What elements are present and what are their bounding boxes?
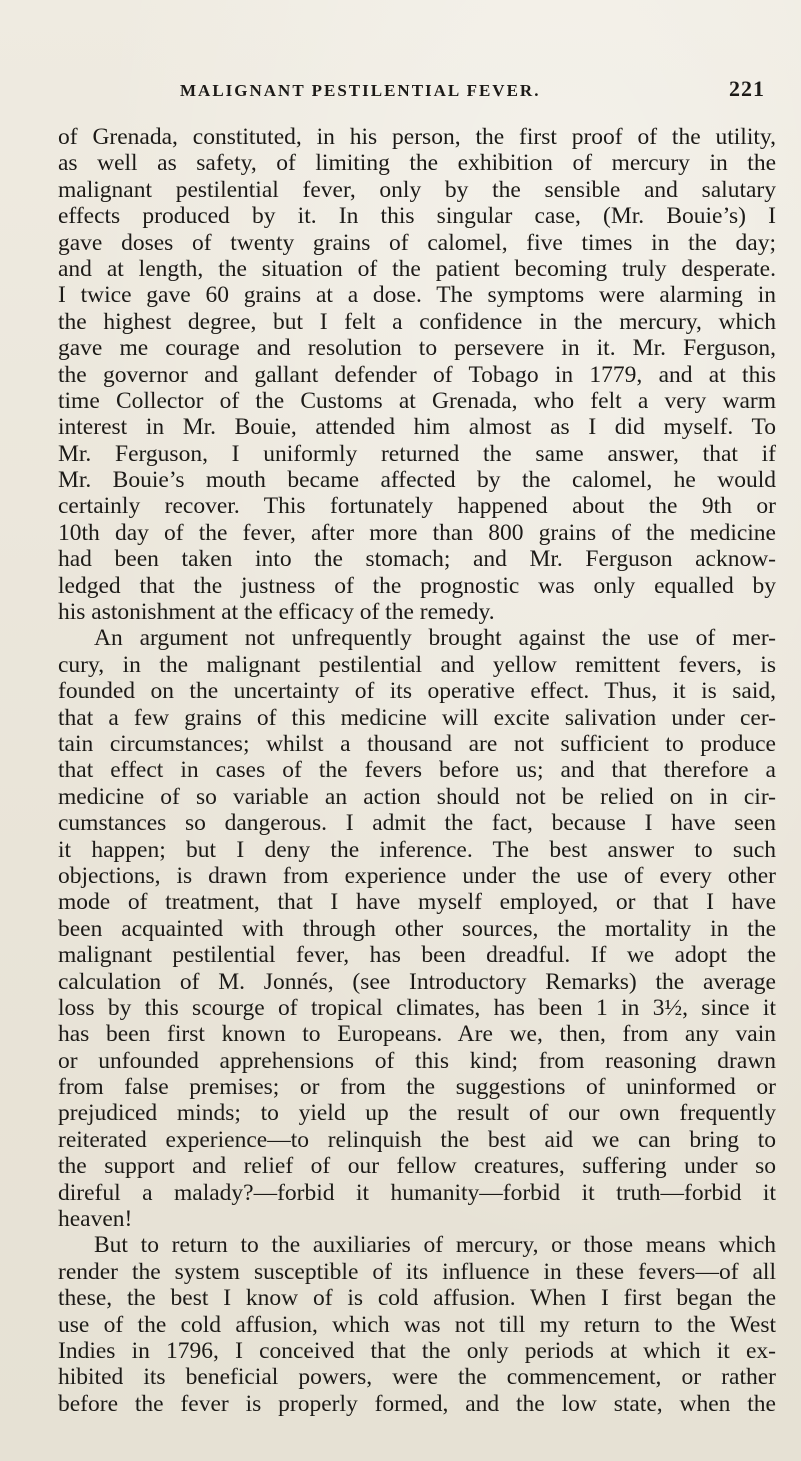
text-line: that a few grains of this medicine will excite salivation under cer- (58, 704, 776, 731)
text-line: his astonishment at the efficacy of the remedy. (58, 599, 495, 626)
text-line: the highest degree, but I felt a confidence in the mercury, which (58, 308, 776, 335)
text-line: effects produced by it. In this singular case, (Mr. Bouie’s) I (58, 203, 776, 230)
text-line: had been taken into the stomach; and Mr. Ferguson acknow- (58, 546, 776, 573)
text-line: malignant pestilential fever, only by the sensible and salutary (58, 176, 776, 203)
text-line: render the system susceptible of its influence in these fevers—of all (58, 1258, 776, 1285)
text-line: objections, is drawn from experience under the use of every other (58, 862, 776, 889)
text-line: the support and relief of our fellow creatures, suffering under so (58, 1153, 776, 1180)
text-line: has been first known to Europeans. Are we, then, from any vain (58, 1021, 776, 1048)
running-head (180, 76, 765, 106)
text-line: prejudiced minds; to yield up the result of our own frequently (58, 1100, 776, 1127)
text-line: ledged that the justness of the prognostic was only equalled by (58, 572, 776, 599)
text-line: interest in Mr. Bouie, attended him almost as I did myself. To (58, 414, 776, 441)
text-line: Mr. Ferguson, I uniformly returned the same answer, that if (58, 440, 776, 467)
text-line: founded on the uncertainty of its operative effect. Thus, it is said, (58, 678, 776, 705)
page-number: 221 (729, 76, 765, 101)
text-line: heaven! (58, 1206, 133, 1233)
text-line: cumstances so dangerous. I admit the fact, because I have seen (58, 810, 776, 837)
text-line: or unfounded apprehensions of this kind; from reasoning drawn (58, 1047, 776, 1074)
text-line: Indies in 1796, I conceived that the only periods at which it ex- (58, 1337, 776, 1364)
text-line: cury, in the malignant pestilential and yellow remittent fevers, is (58, 651, 776, 678)
text-line: direful a malady?—forbid it humanity—forbid it truth—forbid it (58, 1179, 776, 1206)
text-line: use of the cold affusion, which was not till my return to the West (58, 1311, 776, 1338)
text-line: Mr. Bouie’s mouth became affected by the calomel, he would (58, 467, 776, 494)
text-line: malignant pestilential fever, has been dreadful. If we adopt the (58, 942, 776, 969)
text-line: medicine of so variable an action should not be relied on in cir- (58, 783, 776, 810)
text-line: it happen; but I deny the inference. The best answer to such (58, 836, 776, 863)
text-line: loss by this scourge of tropical climates, has been 1 in 3½, since it (58, 994, 776, 1021)
text-line: before the fever is properly formed, and the low state, when the (58, 1390, 776, 1417)
text-line: and at length, the situation of the patient becoming truly desperate. (58, 255, 776, 282)
text-line: gave doses of twenty grains of calomel, five times in the day; (58, 229, 776, 256)
text-line: time Collector of the Customs at Grenada, who felt a very warm (58, 387, 776, 414)
text-line: of Grenada, constituted, in his person, the first proof of the utility, (58, 124, 776, 150)
text-line: tain circumstances; whilst a thousand are not sufficient to produce (58, 730, 776, 757)
text-line: certainly recover. This fortunately happened about the 9th or (58, 493, 776, 520)
text-line: But to return to the auxiliaries of mercury, or those means which (94, 1232, 776, 1259)
text-line: that effect in cases of the fevers before us; and that therefore a (58, 757, 776, 784)
text-line: gave me courage and resolution to persevere in it. Mr. Ferguson, (58, 335, 776, 362)
text-line: been acquainted with through other sources, the mortality in the (58, 915, 776, 942)
text-line: reiterated experience—to relinquish the best aid we can bring to (58, 1126, 776, 1153)
text-line: mode of treatment, that I have myself employed, or that I have (58, 889, 776, 916)
text-line: 10th day of the fever, after more than 800 grains of the medicine (58, 519, 776, 546)
text-line: hibited its beneficial powers, were the commencement, or rather (58, 1364, 776, 1391)
running-head-title: MALIGNANT PESTILENTIAL FEVER. (180, 81, 541, 100)
text-line: An argument not unfrequently brought against the use of mer- (94, 625, 776, 652)
text-line: as well as safety, of limiting the exhibition of mercury in the (58, 150, 776, 177)
text-line: the governor and gallant defender of Tobago in 1779, and at this (58, 361, 776, 388)
text-line: these, the best I know of is cold affusion. When I first began the (58, 1285, 776, 1312)
text-line: from false premises; or from the suggestions of uninformed or (58, 1074, 776, 1101)
body-text (58, 124, 776, 1417)
text-line: calculation of M. Jonnés, (see Introductory Remarks) the average (58, 968, 776, 995)
text-line: I twice gave 60 grains at a dose. The symptoms were alarming in (58, 282, 776, 309)
